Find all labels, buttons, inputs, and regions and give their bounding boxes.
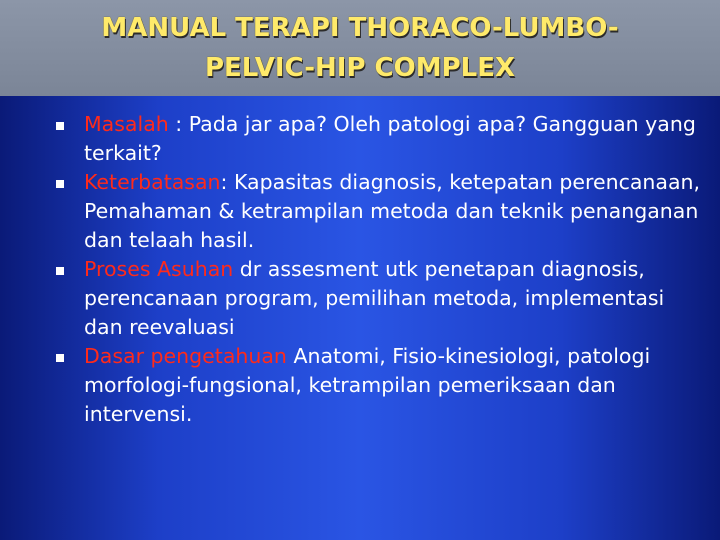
- bullet-term: Dasar pengetahuan: [84, 344, 287, 368]
- square-bullet-icon: [56, 267, 64, 275]
- bullet-term: Proses Asuhan: [84, 257, 234, 281]
- bullet-list: [56, 110, 706, 429]
- square-bullet-icon: [56, 122, 64, 130]
- square-bullet-icon: [56, 354, 64, 362]
- bullet-text: Anatomi, Fisio-kinesiologi, patologi morfologi-fungsional, ketrampilan pemeriksaan dan intervensi.: [84, 344, 651, 426]
- bullet-text: Kapasitas diagnosis, ketepatan perencanaan, Pemahaman & ketrampilan metoda dan teknik penanganan dan telaah hasil.: [84, 170, 701, 252]
- bullet-item-dasar-pengetahuan: [56, 342, 706, 429]
- bullet-term: Masalah: [84, 112, 169, 136]
- bullet-text: Pada jar apa? Oleh patologi apa? Gangguan yang terkait?: [84, 112, 696, 165]
- bullet-item-masalah: [56, 110, 706, 168]
- bullet-item-keterbatasan: [56, 168, 706, 255]
- bullet-item-proses-asuhan: [56, 255, 706, 342]
- slide-title-line-2: PELVIC-HIP COMPLEX: [204, 53, 516, 83]
- slide-title-line-1: MANUAL TERAPI THORACO-LUMBO-: [101, 13, 619, 43]
- square-bullet-icon: [56, 180, 64, 188]
- bullet-separator: :: [168, 112, 189, 136]
- bullet-separator: :: [220, 170, 234, 194]
- bullet-text: dr assesment utk penetapan diagnosis, perencanaan program, pemilihan metoda, implementasi dan reevaluasi: [84, 257, 665, 339]
- bullet-term: Keterbatasan: [84, 170, 221, 194]
- slide-title: [0, 8, 720, 88]
